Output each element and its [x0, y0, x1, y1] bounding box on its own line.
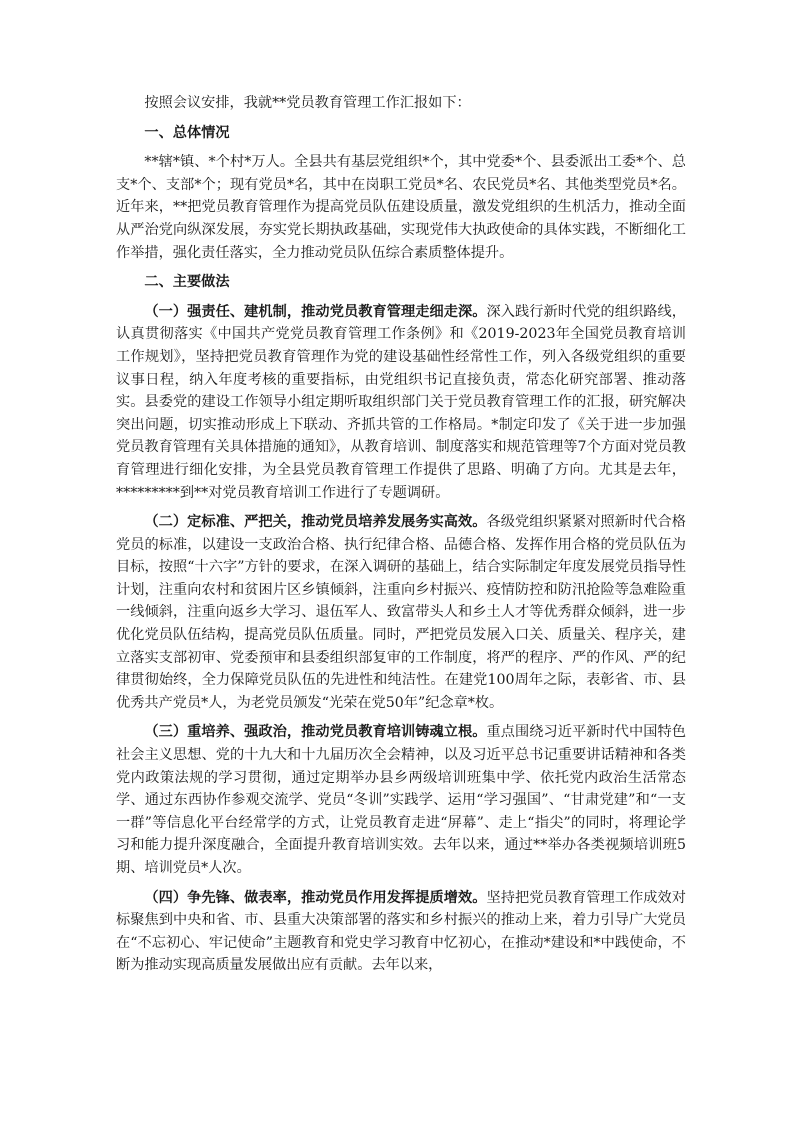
overview-paragraph: **辖*镇、*个村*万人。全县共有基层党组织*个，其中党委*个、县委派出工委*个、总支*个、支部*个；现有党员*名，其中在岗职工党员*名、农民党员*名、其他类型党员*名。近年来，**把党员教育管理作为提高党员队伍建设质量，激发党组织的生机活力，推动全面从严治党向纵深发展，夯实党长期执政基础，实现党伟大执政使命的具体实践，不断细化工作举措，强化责任落实，全力推动党员队伍综合素质整体提升。: [116, 154, 686, 261]
practice-paragraph-1: [116, 301, 686, 504]
practice-lead-3: （三）重培养、强政治，推动党员教育培训铸魂立根。: [144, 724, 487, 741]
section-heading-overview: 一、总体情况: [144, 124, 230, 141]
section-heading-practices: 二、主要做法: [144, 274, 230, 291]
practice-lead-4: （四）争先锋、做表率，推动党员作用发挥提质增效。: [144, 889, 487, 906]
practice-body-1: 深入践行新时代党的组织路线，认真贯彻落实《中国共产党党员教育管理工作条例》和《2019-2023年全国党员教育培训工作规划》，坚持把党员教育管理作为党的建设基础性经常性工作，列入各级党组织的重要议事日程，纳入年度考核的重要指标，由党组织书记直接负责，常态化研究部署、推动落实。县委党的建设工作领导小组定期听取组织部门关于党员教育管理工作的汇报，研究解决突出问题，切实推动形成上下联动、齐抓共管的工作格局。*制定印发了《关于进一步加强党员教育管理有关具体措施的通知》，从教育培训、制度落实和规范管理等7个方面对党员教育管理进行细化安排，为全县党员教育管理工作提供了思路、明确了方向。尤其是去年，*********到**对党员教育培训工作进行了专题调研。: [116, 303, 686, 501]
document-page: [116, 92, 686, 984]
practice-paragraph-3: [116, 721, 686, 879]
practice-paragraph-2: [116, 511, 686, 714]
practice-paragraph-4: [116, 887, 686, 977]
practice-lead-1: （一）强责任、建机制，推动党员教育管理走细走深。: [144, 303, 487, 320]
practice-body-4: 坚持把党员教育管理工作成效对标聚焦到中央和省、市、县重大决策部署的落实和乡村振兴的推动上来，着力引导广大党员在“不忘初心、牢记使命”主题教育和党史学习教育中忆初心，在推动*建设和*中践使命，不断为推动实现高质量发展做出应有贡献。去年以来，: [116, 889, 686, 974]
intro-paragraph: 按照会议安排，我就**党员教育管理工作汇报如下：: [144, 95, 471, 111]
practice-body-3: 重点围绕习近平新时代中国特色社会主义思想、党的十九大和十九届历次全会精神，以及习近平总书记重要讲话精神和各类党内政策法规的学习贯彻，通过定期举办县乡两级培训班集中学、依托党内政治生活常态学、通过东西协作参观交流学、党员“冬训”实践学、运用“学习强国”、“甘肃党建”和“一支一群”等信息化平台经常学的方式，让党员教育走进“屏幕”、走上“指尖”的同时，将理论学习和能力提升深度融合，全面提升教育培训实效。去年以来，通过**举办各类视频培训班5期、培训党员*人次。: [116, 724, 686, 876]
practice-lead-2: （二）定标准、严把关，推动党员培养发展务实高效。: [144, 514, 487, 531]
practice-body-2: 各级党组织紧紧对照新时代合格党员的标准，以建设一支政治合格、执行纪律合格、品德合格、发挥作用合格的党员队伍为目标，按照“十六字”方针的要求，在深入调研的基础上，结合实际制定年度发展党员指导性计划，注重向农村和贫困片区乡镇倾斜，注重向乡村振兴、疫情防控和防汛抢险等急难险重一线倾斜，注重向返乡大学习、退伍军人、致富带头人和乡土人才等优秀群众倾斜，进一步优化党员队伍结构，提高党员队伍质量。同时，严把党员发展入口关、质量关、程序关，建立落实支部初审、党委预审和县委组织部复审的工作制度，将严的程序、严的作风、严的纪律贯彻始终，全力保障党员队伍的先进性和纯洁性。在建党100周年之际，表彰省、市、县优秀共产党员*人，为老党员颁发“光荣在党50年”纪念章*枚。: [116, 514, 686, 711]
